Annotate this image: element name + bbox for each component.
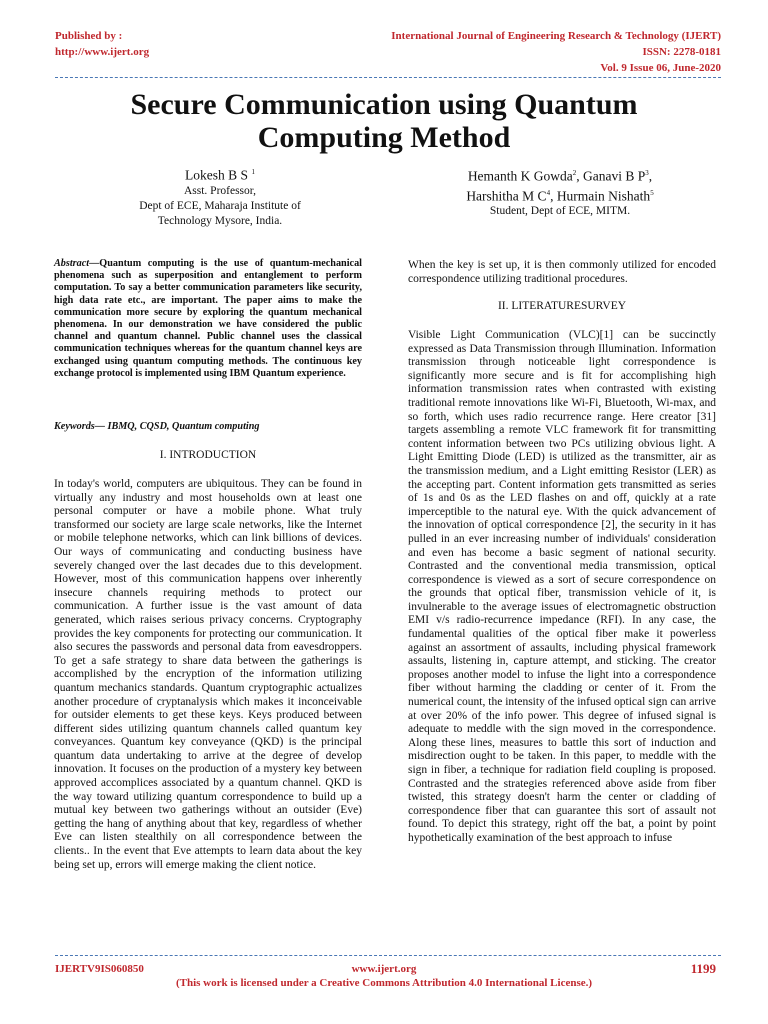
journal-url[interactable]: http://www.ijert.org	[55, 46, 150, 58]
author-2: Hemanth K Gowda	[467, 168, 573, 184]
author-role: Asst. Professor,	[183, 184, 257, 197]
author-name-text: Lokesh B S	[185, 167, 249, 183]
page-number: 1199	[690, 961, 716, 976]
section-2-heading: II. LITERATURESURVEY	[497, 300, 627, 312]
authors-affiliation: Student, Dept of ECE, MITM.	[489, 205, 631, 217]
published-by: Published by :	[55, 30, 123, 42]
paper-title: Secure Communication using Quantum Computing Method	[130, 88, 638, 154]
author-2-sup: 2	[572, 169, 577, 177]
footer-url[interactable]: www.ijert.org	[351, 963, 417, 975]
abstract	[54, 258, 362, 380]
keywords: Keywords— IBMQ, CQSD, Quantum computing	[54, 421, 260, 432]
footer-license: (This work is licensed under a Creative Commons Attribution 4.0 International License.)	[175, 977, 593, 989]
author-4: Harshitha M C	[466, 188, 547, 203]
author-block-left	[95, 164, 345, 229]
author-5: , Hurmain Nishath	[550, 188, 651, 203]
author-sep: ,	[648, 168, 653, 184]
author-3: , Ganavi B P	[576, 168, 646, 184]
author-inst: Technology Mysore, India.	[157, 214, 283, 227]
author-dept: Dept of ECE, Maharaja Institute of	[139, 199, 301, 212]
paper-id: IJERTV9IS060850	[55, 963, 144, 975]
abstract-lead: Abstract	[54, 258, 90, 269]
section-1-heading: I. INTRODUCTION	[159, 449, 257, 461]
literature-survey-text: Visible Light Communication (VLC)[1] can be succinctly expressed as Data Transmission through Illumination. Information transmission through noticeable light correspondence is significantly more secure and is fit for accomplishing high information transmission rates when contrasted with existing traditional remote innovations like Wi-Fi, Bluetooth, Wi-max, and so forth, which uses radio recurrence range. Here creator [31] targets assembling a remote VLC framework fit for transmitting content information between two PCs utilizing obvious light. A Light Emitting Diode (LED) is utilized as the transmitter, air as the transmission medium, and a Light emitting Resistor (LER) as the accepting part. Content information gets transmitted as series of 1s and 0s as the LED flashes on and off, quickly at a rate imperceptible to the natural eye. With the quick advancement of the innovation of optical correspondence [2], the security in it has pulled in an ever increasing number of individuals' consideration and even has become a basic segment of national security. Contrasted and the conventional media transmission, optical correspondence is viewed as a sort of secure correspondence on the grounds that optical fiber, transmission vehicle of it, is invulnerable to the average issues of electromagnetic obstruction EMI v/s radio-recurrence impedance (RFI). In any case, the fundamental qualities of the optical fiber make it powerless against an assortment of assaults, including physical framework assaults, listening in, capture attempt, and sticking. The creator proposes another model to infuse the light into a correspondence fiber without harming the cladding or center of it. From the numerical count, the intensity of the infused optical sign can arrive at over 20% of the info power. This degree of infused signal is adequate to meddle with the sign moved in the correspondence. Along these lines, measures to battle this sort of induction and misdirection ought to be taken. In this paper, to meddle with the sign in fiber, a technique for radiation field coupling is proposed. Contrasted and the strategies referenced above aside from fiber twisted, this strategy doesn't harm the center or cladding of correspondence fiber that can guarantee this sort of assault not found. To depict this strategy, right off the bat, a point by point hypothetically examination of the best approach to infuse	[408, 329, 716, 844]
author-block-right	[405, 165, 715, 219]
header-right	[391, 28, 721, 76]
author-name	[95, 164, 345, 184]
header-left	[55, 28, 149, 60]
author-sup: 1	[251, 168, 255, 176]
author-5-sup: 5	[650, 188, 654, 197]
authors-line-1	[405, 165, 715, 185]
author-4-sup: 4	[546, 188, 551, 197]
journal-name: International Journal of Engineering Research & Technology (IJERT)	[391, 30, 721, 42]
introduction-text: In today's world, computers are ubiquitous. They can be found in virtually any industry and most households own at least one personal computer or have a mobile phone. What truly transformed our society are large scale networks, like the Internet or mobile telephone networks, which can link billions of devices. Our ways of communicating and conducting business have severely changed over the last decades due to this development. However, most of this communication happens over inherently insecure channels requiring methods to protect our communication. A further issue is the vast amount of data generated, which raises serious privacy concerns. Cryptography provides the key components for protecting our communication. It also secures the passwords and personal data from eavesdroppers. To get a safe strategy to share data between the gatherings is accomplished by the encryption of the information utilizing quantum mechanics standards. Quantum cryptographic actualizes another procedure of cryptanalysis which makes it inconceivable for outsider elements to get these keys. Keys produced between different sides utilizing quantum channels called quantum key conveyances. Quantum key conveyance (QKD) is the principal quantum data undertaking to arrive at the degree of develop innovation. It focuses on the production of a mystery key between approved accomplices associated by a quantum channel. QKD is the way toward utilizing quantum correspondence to build up a mutual key between two gatherings without an outsider (Eve) getting the hang of anything about that key, regardless of whether Eve can listen stealthily on all correspondence between the clients.. In the event that Eve attempts to learn data about the key being set up, errors will emerge making the client notice.	[54, 478, 362, 871]
footer-center	[0, 962, 768, 990]
right-intro-text: When the key is set up, it is then commonly utilized for encoded correspondence utilizing traditional procedures.	[408, 259, 716, 285]
header-divider	[55, 77, 721, 78]
footer-divider	[55, 955, 721, 956]
issn: ISSN: 2278-0181	[642, 46, 721, 58]
authors-line-2	[405, 185, 715, 205]
volume: Vol. 9 Issue 06, June-2020	[600, 62, 721, 74]
author-3-sup: 3	[645, 169, 649, 177]
abstract-text: —Quantum computing is the use of quantum-mechanical phenomena such as superposition and entanglement to perform computation. To say a better communication parameters like security, high data rate etc., are important. The paper aims to make the communication more secure by exploring the quantum mechanical phenomena. In our demonstration we have considered the public channel and quantum channel. Public channel uses the classical communication techniques whereas for the quantum channel keys are exchanged using quantum computing methods. The continuous key exchange protocol is implemented using IBM Quantum experience.	[54, 258, 362, 379]
